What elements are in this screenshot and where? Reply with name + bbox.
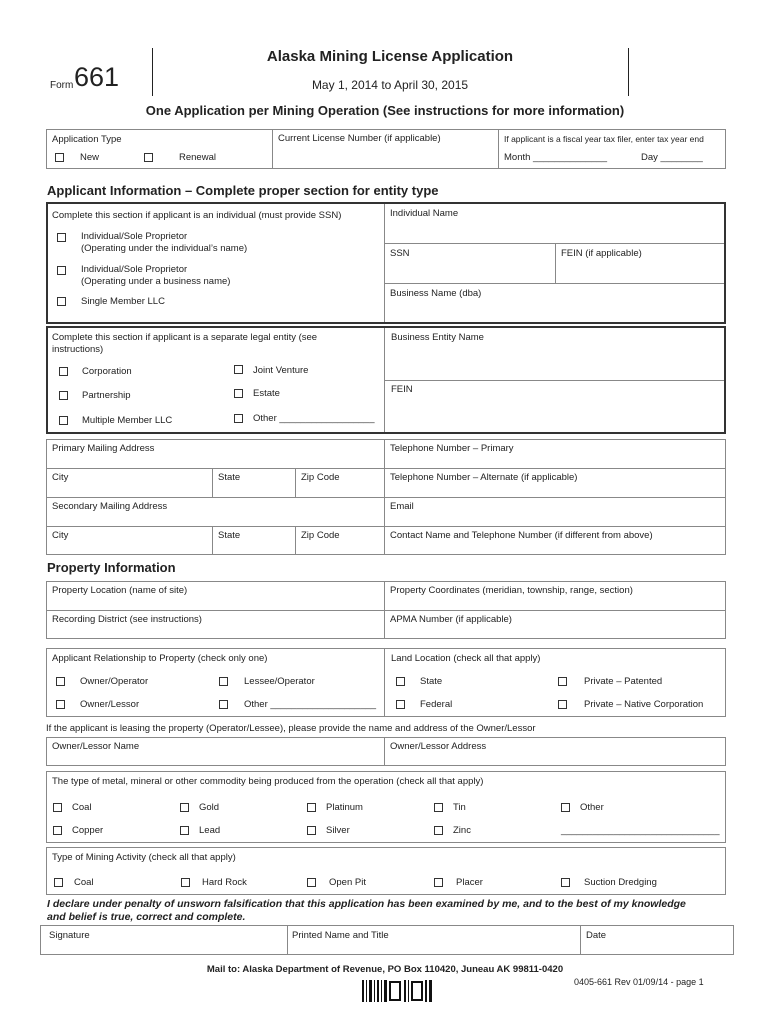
divider — [384, 380, 724, 381]
renewal-label: Renewal — [179, 152, 216, 163]
property-location-field[interactable]: Property Location (name of site) — [52, 585, 188, 596]
joint-venture-checkbox[interactable] — [234, 365, 243, 374]
property-heading: Property Information — [47, 560, 176, 575]
divider — [555, 243, 556, 283]
coal-activity-checkbox[interactable] — [54, 878, 63, 887]
form-number: 661 — [74, 62, 120, 92]
divider — [46, 497, 726, 498]
sole-prop-individual-checkbox[interactable] — [57, 233, 66, 242]
sole-prop-individual-sub: (Operating under the individual’s name) — [81, 243, 248, 254]
business-name-field[interactable]: Business Name (dba) — [390, 288, 482, 299]
mail-to: Mail to: Alaska Department of Revenue, PO Box 110420, Juneau AK 99811-0420 — [206, 964, 564, 975]
application-type-label: Application Type — [52, 134, 122, 145]
land-state-label: State — [420, 676, 443, 687]
lead-checkbox[interactable] — [180, 826, 189, 835]
divider — [384, 581, 385, 639]
form-title: Alaska Mining License Application — [266, 48, 514, 65]
tin-checkbox[interactable] — [434, 803, 443, 812]
fein-field[interactable]: FEIN — [391, 384, 413, 395]
lessee-operator-label: Lessee/Operator — [244, 676, 315, 687]
sole-prop-business-checkbox[interactable] — [57, 266, 66, 275]
silver-label: Silver — [326, 825, 350, 836]
divider — [580, 925, 581, 955]
hard-rock-label: Hard Rock — [202, 877, 247, 888]
owner-operator-checkbox[interactable] — [56, 677, 65, 686]
secondary-mailing-field[interactable]: Secondary Mailing Address — [52, 501, 168, 512]
private-native-checkbox[interactable] — [558, 700, 567, 709]
entity-other-label: Other __________________ — [253, 413, 375, 424]
signature-field[interactable]: Signature — [49, 930, 90, 941]
multi-llc-checkbox[interactable] — [59, 416, 68, 425]
city-field[interactable]: City — [52, 472, 69, 483]
entity-other-checkbox[interactable] — [234, 414, 243, 423]
private-patented-label: Private – Patented — [584, 676, 663, 687]
corporation-label: Corporation — [82, 366, 132, 377]
applicant-heading: Applicant Information – Complete proper section for entity type — [47, 183, 439, 198]
divider — [295, 468, 296, 497]
federal-label: Federal — [420, 699, 453, 710]
phone-alt-field[interactable]: Telephone Number – Alternate (if applicable) — [390, 472, 578, 483]
form-period: May 1, 2014 to April 30, 2015 — [311, 78, 469, 92]
copper-checkbox[interactable] — [53, 826, 62, 835]
sole-prop-individual-label: Individual/Sole Proprietor — [81, 231, 188, 242]
divider — [498, 129, 499, 169]
header-divider-right — [628, 48, 629, 96]
entity-section-label: Complete this section if applicant is a separate legal entity (see — [52, 332, 318, 343]
gold-label: Gold — [199, 802, 220, 813]
city-2-field[interactable]: City — [52, 530, 69, 541]
email-field[interactable]: Email — [390, 501, 414, 512]
zip-2-field[interactable]: Zip Code — [301, 530, 340, 541]
single-llc-label: Single Member LLC — [81, 296, 165, 307]
divider — [46, 610, 726, 611]
joint-venture-label: Joint Venture — [253, 365, 309, 376]
fiscal-year-label: If applicant is a fiscal year tax filer, enter tax year end — [504, 134, 704, 144]
renewal-checkbox[interactable] — [144, 153, 153, 162]
divider — [384, 243, 724, 244]
divider — [384, 204, 385, 322]
gold-checkbox[interactable] — [180, 803, 189, 812]
new-checkbox[interactable] — [55, 153, 64, 162]
primary-mailing-field[interactable]: Primary Mailing Address — [52, 443, 155, 454]
single-llc-checkbox[interactable] — [57, 297, 66, 306]
lessee-operator-checkbox[interactable] — [219, 677, 228, 686]
copper-label: Copper — [72, 825, 104, 836]
tin-label: Tin — [453, 802, 466, 813]
placer-label: Placer — [456, 877, 483, 888]
state-2-field[interactable]: State — [218, 530, 241, 541]
platinum-checkbox[interactable] — [307, 803, 316, 812]
divider — [384, 648, 385, 717]
partnership-checkbox[interactable] — [59, 391, 68, 400]
form-word: Form — [50, 80, 74, 91]
commodity-other-checkbox[interactable] — [561, 803, 570, 812]
owner-lessor-checkbox[interactable] — [56, 700, 65, 709]
fein-applicable-field[interactable]: FEIN (if applicable) — [561, 248, 642, 259]
placer-checkbox[interactable] — [434, 878, 443, 887]
individual-name-field[interactable]: Individual Name — [390, 208, 459, 219]
declaration-line-1: I declare under penalty of unsworn falsification that this application has been examined by me, and to the best of my knowledge — [47, 898, 686, 910]
private-patented-checkbox[interactable] — [558, 677, 567, 686]
ssn-field[interactable]: SSN — [390, 248, 410, 259]
license-number-field[interactable]: Current License Number (if applicable) — [278, 133, 441, 144]
property-coordinates-field[interactable]: Property Coordinates (meridian, township, range, section) — [390, 585, 633, 596]
divider — [384, 737, 385, 766]
divider — [272, 129, 273, 169]
activity-label: Type of Mining Activity (check all that apply) — [52, 852, 236, 863]
lessor-name-field[interactable]: Owner/Lessor Name — [52, 741, 140, 752]
divider — [295, 526, 296, 555]
divider — [46, 526, 726, 527]
state-field[interactable]: State — [218, 472, 241, 483]
divider — [46, 468, 726, 469]
apma-field[interactable]: APMA Number (if applicable) — [390, 614, 512, 625]
land-state-checkbox[interactable] — [396, 677, 405, 686]
partnership-label: Partnership — [82, 390, 131, 401]
suction-dredging-label: Suction Dredging — [584, 877, 657, 888]
open-pit-checkbox[interactable] — [307, 878, 316, 887]
corporation-checkbox[interactable] — [59, 367, 68, 376]
form-revision: 0405-661 Rev 01/09/14 - page 1 — [574, 977, 704, 987]
coal-commodity-checkbox[interactable] — [53, 803, 62, 812]
owner-operator-label: Owner/Operator — [80, 676, 149, 687]
lead-label: Lead — [199, 825, 221, 836]
divider — [287, 925, 288, 955]
commodity-label: The type of metal, mineral or other commodity being produced from the operation (check all that apply) — [52, 776, 484, 787]
land-location-label: Land Location (check all that apply) — [391, 653, 541, 664]
zinc-label: Zinc — [453, 825, 471, 836]
printed-name-field[interactable]: Printed Name and Title — [292, 930, 389, 941]
suction-dredging-checkbox[interactable] — [561, 878, 570, 887]
federal-checkbox[interactable] — [396, 700, 405, 709]
commodity-other-label: Other — [580, 802, 604, 813]
commodity-other-line[interactable]: ______________________________ — [561, 825, 720, 836]
contact-field[interactable]: Contact Name and Telephone Number (if different from above) — [390, 530, 653, 541]
form-subtitle: One Application per Mining Operation (See instructions for more information) — [145, 103, 625, 118]
private-native-label: Private – Native Corporation — [584, 699, 704, 710]
silver-checkbox[interactable] — [307, 826, 316, 835]
divider — [384, 283, 724, 284]
owner-lessor-label: Owner/Lessor — [80, 699, 140, 710]
day-field[interactable]: Day ________ — [641, 152, 703, 163]
sole-prop-business-sub: (Operating under a business name) — [81, 276, 231, 287]
estate-checkbox[interactable] — [234, 389, 243, 398]
lessor-address-field[interactable]: Owner/Lessor Address — [390, 741, 487, 752]
declaration-line-2: and belief is true, correct and complete. — [47, 911, 246, 923]
multi-llc-label: Multiple Member LLC — [82, 415, 173, 426]
sole-prop-business-label: Individual/Sole Proprietor — [81, 264, 188, 275]
coal-activity-label: Coal — [74, 877, 94, 888]
new-label: New — [80, 152, 100, 163]
estate-label: Estate — [253, 388, 280, 399]
date-field[interactable]: Date — [586, 930, 607, 941]
platinum-label: Platinum — [326, 802, 363, 813]
lessor-box — [46, 737, 726, 766]
month-field[interactable]: Month ______________ — [504, 152, 608, 163]
business-entity-name-field[interactable]: Business Entity Name — [391, 332, 484, 343]
relationship-label: Applicant Relationship to Property (check only one) — [52, 653, 268, 664]
recording-district-field[interactable]: Recording District (see instructions) — [52, 614, 202, 625]
individual-section-label: Complete this section if applicant is an individual (must provide SSN) — [52, 210, 342, 221]
relationship-other-checkbox[interactable] — [219, 700, 228, 709]
hard-rock-checkbox[interactable] — [181, 878, 190, 887]
divider — [212, 468, 213, 497]
zip-field[interactable]: Zip Code — [301, 472, 340, 483]
entity-section-label-2: instructions) — [52, 344, 104, 355]
open-pit-label: Open Pit — [329, 877, 366, 888]
barcode-icon — [362, 980, 432, 1002]
divider — [212, 526, 213, 555]
phone-primary-field[interactable]: Telephone Number – Primary — [390, 443, 514, 454]
relationship-other-label: Other ____________________ — [244, 699, 377, 710]
divider — [384, 439, 385, 555]
zinc-checkbox[interactable] — [434, 826, 443, 835]
leasing-note: If the applicant is leasing the property (Operator/Lessee), please provide the name and address of the Owner/Lessor — [46, 723, 536, 734]
coal-commodity-label: Coal — [72, 802, 92, 813]
